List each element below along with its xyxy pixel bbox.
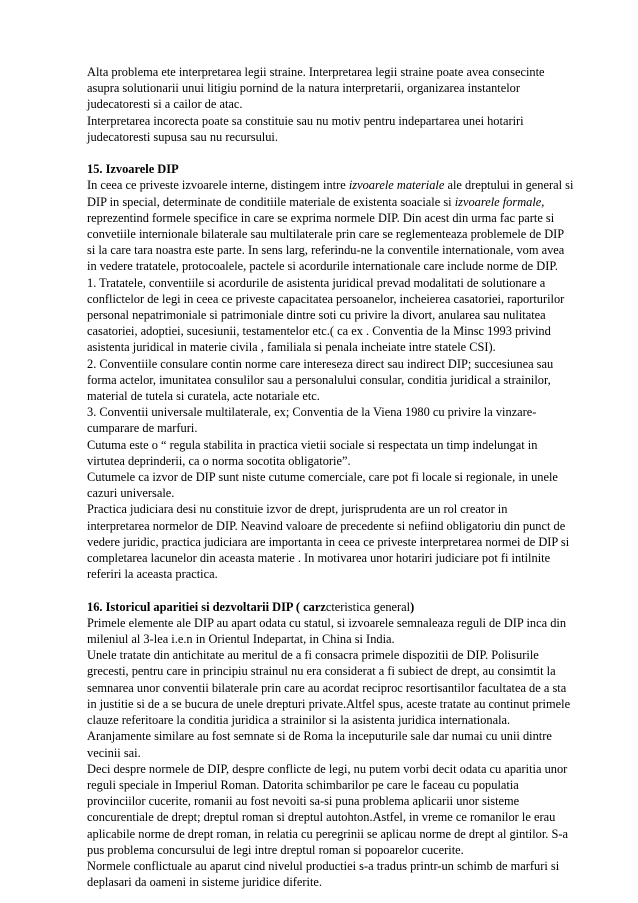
body-line: completarea lacunelor din aceasta materie . In motivarea unor hotariri judiciare pot fi intilnite xyxy=(87,551,551,566)
intro-line: judecatoresti si a cailor de atac. xyxy=(87,97,243,112)
body-line: forma actelor, imunitatea consulilor sau a personalului consular, conditia juridical a strainilor, xyxy=(87,372,551,387)
paragraph-gap xyxy=(87,145,607,161)
body-line: in justitie si de a se bucura de unele drepturi private.Altfel spus, aceste tratate au continut primele xyxy=(87,696,571,711)
section-16-body xyxy=(87,615,607,890)
izvoarele-formale-term: izvoarele formale, xyxy=(454,194,545,209)
body-line: virtutea deprinderii, ca o norma socotita obligatorie”. xyxy=(87,453,351,468)
body-line: in vedere tratatele, protocoalele, pactele si acordurile internationale care include norme de DIP. xyxy=(87,259,558,274)
body-line: personal nepatrimoniale si patrimoniale dintre soti cu privire la divort, anularea sau nulitatea xyxy=(87,308,546,323)
body-line: conflictelor de legi in ceea ce priveste capacitatea persoanelor, incheierea casatoriei, raporturilor xyxy=(87,291,565,306)
body-line: 2. Conventiile consulare contin norme care intereseza direct sau indirect DIP; succesiunea sau xyxy=(87,356,554,371)
paragraph-gap xyxy=(87,582,607,598)
body-line: Aranjamente similare au fost semnate si de Roma la inceputurile sale dar numai cu unii dintre xyxy=(87,729,552,744)
body-line: Normele conflictuale au aparut cind nivelul productiei s-a tradus printr-un schimb de marfuri si xyxy=(87,858,560,873)
intro-line: Alta problema ete interpretarea legii straine. Interpretarea legii straine poate avea consecinte xyxy=(87,65,545,79)
intro-line: Interpretarea incorecta poate sa constituie sau nu motiv pentru indepartarea unei hotariri xyxy=(87,113,524,128)
body-line: deplasari da oameni in sisteme juridice diferite. xyxy=(87,875,322,890)
body-line: reguli speciale in Imperiul Roman. Datorita schimbarilor pe care le faceau cu populatia xyxy=(87,777,519,792)
body-line: reprezentind formele specifice in care se exprima normele DIP. Din acest din urma fac parte si xyxy=(87,210,555,225)
body-line: pus problema concursului de legi intre dreptul roman si popoarelor cucerite. xyxy=(87,842,464,857)
body-line: si la care tara noastra este parte. In sens larg, referindu-ne la conventile internationale, vom avea xyxy=(87,243,565,258)
section-16-heading: 16. Istoricul aparitiei si dezvoltarii DIP ( carzcteristica general) xyxy=(87,599,415,614)
body-line: 3. Conventii universale multilaterale, ex; Conventia de la Viena 1980 cu privire la vinzare- xyxy=(87,405,537,420)
body-line: vedere juridic, practica judiciara are importanta in ceea ce priveste interpretarea normei de DIP si xyxy=(87,534,570,549)
body-line: concurentiale de drept; dreptul roman si dreptul autohton.Astfel, in vreme ce romanilor le erau xyxy=(87,810,556,825)
body-line: Deci despre normele de DIP, despre conflicte de legi, nu putem vorbi decit odata cu aparitia unor xyxy=(87,761,568,776)
body-line: Primele elemente ale DIP au apart odata cu statul, si izvoarele semnaleaza reguli de DIP inca din xyxy=(87,615,567,630)
body-line: aplicabile norme de drept roman, in relatia cu peregrinii se aplicau norme de drept al gintilor. S-a xyxy=(87,826,568,841)
body-line: 1. Tratatele, conventiile si acordurile de asistenta juridical prevad modalitati de solutionare a xyxy=(87,275,546,290)
body-line: cumparare de marfuri. xyxy=(87,421,198,436)
izvoarele-materiale-term: izvoarele materiale xyxy=(348,178,445,193)
body-line: semnarea unor conventii bilaterale prin care au acordat reciproc resortisantilor facultatea de a sta xyxy=(87,680,567,695)
section-15-body xyxy=(87,210,607,583)
body-line: provinciilor cucerite, romanii au fost nevoiti sa-si puna problema aplicarii unor sisteme xyxy=(87,794,520,809)
body-line: Cutumele ca izvor de DIP sunt niste cutume comerciale, care pot fi locale si regionale, in unele xyxy=(87,470,558,485)
body-line: vecinii sai. xyxy=(87,745,141,760)
section-15-line: DIP in special, determinate de conditiile materiale de existenta soaciale si izvoarele formale, xyxy=(87,194,545,209)
body-line: convetiile internionale bilaterale sau multilaterale prin care se reglementeaza problemele de DIP xyxy=(87,227,565,242)
body-line: Cutuma este o “ regula stabilita in practica vietii sociale si respectata un timp indelungat in xyxy=(87,437,538,452)
body-line: referiri la aceasta practica. xyxy=(87,567,218,582)
intro-line: asupra solutionarii unui litigiu pornind de la natura interpretarii, organizarea instantelor xyxy=(87,81,520,96)
body-line: material de tutela si curatela, acte notariale etc. xyxy=(87,389,320,404)
document-page xyxy=(87,64,607,890)
body-line: interpretarea normelor de DIP. Neavind valoare de precedente si nefiind obligatoriu din punct de xyxy=(87,518,566,533)
body-line: cazuri universale. xyxy=(87,486,175,501)
body-line: mileniul al 3-lea i.e.n in Orientul Indepartat, in China si India. xyxy=(87,632,395,647)
intro-line: judecatoresti supusa sau nu recursului. xyxy=(87,129,278,144)
body-line: clauze referitoare la conditia juridica a strainilor si la asistenta juridica internationala. xyxy=(87,713,511,728)
body-line: Practica judiciara desi nu constituie izvor de drept, jurisprudenta are un rol creator in xyxy=(87,502,508,517)
body-line: asistenta juridical in materie civila , familiala si penala incheiate intre statele CSI). xyxy=(87,340,496,355)
body-line: casatoriei, adoptiei, sucesiunii, testamentelor etc.( ca ex . Conventia de la Minsc 1993 privind xyxy=(87,324,551,339)
body-line: Unele tratate din antichitate au meritul de a fi consacra primele dispozitii de DIP. Polisurile xyxy=(87,648,539,663)
section-15-heading: 15. Izvoarele DIP xyxy=(87,162,179,177)
body-line: grecesti, pentru care in principiu strainul nu era considerat a fi subiect de drept, au consimtit la xyxy=(87,664,556,679)
section-15-line: In ceea ce priveste izvoarele interne, distingem intre izvoarele materiale ale dreptului in general si xyxy=(87,178,574,193)
